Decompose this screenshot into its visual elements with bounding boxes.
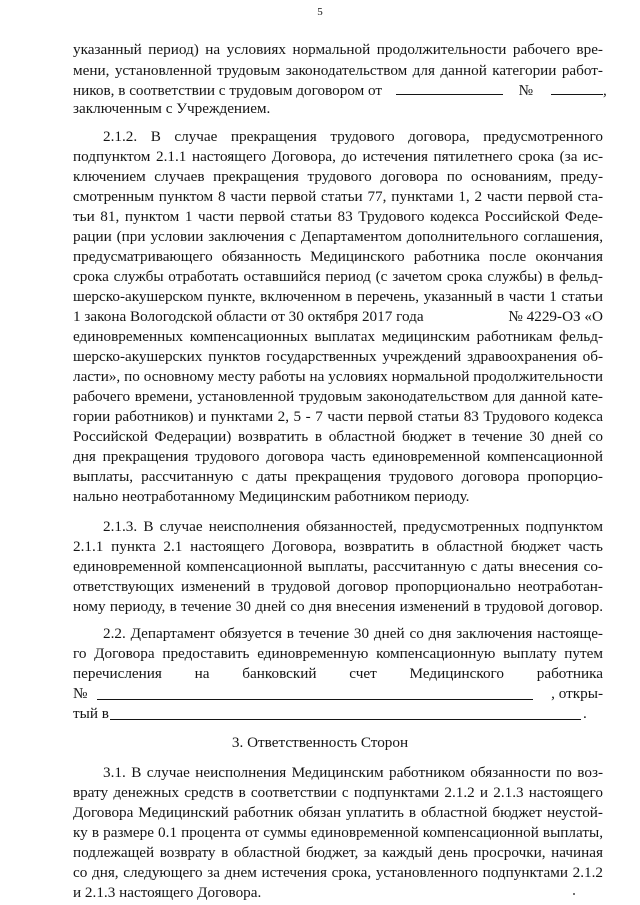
- text-line: 2.1.1 пункта 2.1 настоящего Договора, возвратить в областной бюджет часть: [73, 538, 603, 555]
- text-line: подлежащей возврату в областной бюджет, за каждый день просрочки, начиная: [73, 844, 603, 861]
- bank-name-blank: [110, 707, 581, 720]
- text-line: шерско-акушерских пунктов государственных учреждений здравоохранения об-: [73, 348, 603, 365]
- text-line: предусматривающего обязанность Медицинского работника после окончания: [73, 248, 603, 265]
- text-line: Российской Федерации) возвратить в областной бюджет в течение 30 дней со: [73, 428, 603, 445]
- text-line: смотренным пунктом 8 части первой статьи 77, пунктами 1, 2 части первой ста-: [73, 188, 603, 205]
- number-sign: №: [73, 685, 88, 702]
- text-line: заключенным с Учреждением.: [73, 100, 271, 117]
- paragraph-first-line: 2.1.2. В случае прекращения трудового договора, предусмотренного: [103, 128, 603, 145]
- text-line: ключением случаев прекращения трудового договора по основаниям, преду-: [73, 168, 603, 185]
- account-number-blank: [97, 687, 533, 700]
- text-line: гории работников) и пунктами 2, 5 - 7 части первой статьи 83 Трудового кодекса: [73, 408, 603, 425]
- contract-number-blank: [551, 82, 603, 95]
- text-fragment: , откры-: [551, 685, 603, 702]
- text-line: рабочего времени, установленной трудовым законодательством для данной кате-: [73, 388, 603, 405]
- text-line: шерско-акушерском пункте, включенном в перечень, указанный в части 1 статьи: [73, 288, 603, 305]
- text-line: Договора Медицинский работник обязан уплатить в областной бюджет неустой-: [73, 804, 603, 821]
- text-line: перечисления на банковский счет Медицинского работника: [73, 665, 603, 682]
- law-reference-line: [73, 308, 603, 326]
- text-fragment: тый в: [73, 705, 109, 722]
- contract-date-blank: [396, 82, 503, 95]
- bank-name-line: [73, 705, 603, 723]
- text-line: со дня, следующего за днем истечения срока, установленного подпунктами 2.1.2: [73, 864, 603, 881]
- paragraph-first-line: 2.2. Департамент обязуется в течение 30 дней со дня заключения настояще-: [103, 625, 603, 642]
- text-line: мени, установленной трудовым законодательством для данной категории работ-: [73, 62, 603, 79]
- section-heading: 3. Ответственность Сторон: [231, 734, 409, 751]
- text-line: указанный период) на условиях нормальной продолжительности рабочего вре-: [73, 41, 603, 58]
- number-sign: №: [518, 82, 534, 99]
- text-fragment: ников, в соответствии с трудовым договором от: [73, 82, 383, 99]
- law-number: № 4229-ОЗ «О: [508, 308, 603, 325]
- text-line: срока службы отработать оставшийся период (с зачетом срока службы) в фельд-: [73, 268, 603, 285]
- text-line: единовременной компенсационной выплаты, рассчитанную с даты внесения со-: [73, 558, 603, 575]
- page-number: 5: [317, 6, 323, 18]
- period: .: [583, 705, 587, 722]
- text-line: ку в размере 0.1 процента от суммы единовременной компенсационной выплаты,: [73, 824, 603, 841]
- text-line: го Договора предоставить единовременную компенсационную выплату путем: [73, 645, 603, 662]
- text-line: ответствующих изменений в трудовой договор пропорционально неотработан-: [73, 578, 603, 595]
- text-line: тьи 81, пунктом 1 части первой статьи 83 Трудового кодекса Российской Феде-: [73, 208, 603, 225]
- contract-reference-line: [73, 82, 607, 100]
- text-line: единовременных компенсационных выплатах медицинским работникам фельд-: [73, 328, 603, 345]
- text-line: дня прекращения трудового договора часть единовременной компенсационной: [73, 448, 603, 465]
- account-number-line: [73, 685, 603, 703]
- text-line: выплаты, рассчитанную с даты прекращения трудового договора пропорцио-: [73, 468, 603, 485]
- text-line: и 2.1.3 настоящего Договора.: [73, 884, 262, 901]
- paragraph-first-line: 3.1. В случае неисполнения Медицинским работником обязанности по воз-: [103, 764, 603, 781]
- text-line: ласти», по основному месту работы на условиях нормальной продолжительности: [73, 368, 603, 385]
- text-line: нально неотработанному Медицинским работником периоду.: [73, 488, 470, 505]
- paragraph-first-line: 2.1.3. В случае неисполнения обязанностей, предусмотренных подпунктом: [103, 518, 603, 535]
- comma: ,: [602, 82, 607, 99]
- text-line: врату денежных средств в соответствии с подпунктами 2.1.2 и 2.1.3 настоящего: [73, 784, 603, 801]
- text-line: подпунктом 2.1.1 настоящего Договора, до истечения пятилетнего срока (за ис-: [73, 148, 603, 165]
- text-line: рации (при условии заключения с Департаментом дополнительного соглашения,: [73, 228, 603, 245]
- scan-speck: [573, 893, 575, 895]
- text-fragment: 1 закона Вологодской области от 30 октября 2017 года: [73, 308, 424, 325]
- text-line: ному периоду, в течение 30 дней со дня внесения изменений в трудовой договор.: [73, 598, 603, 615]
